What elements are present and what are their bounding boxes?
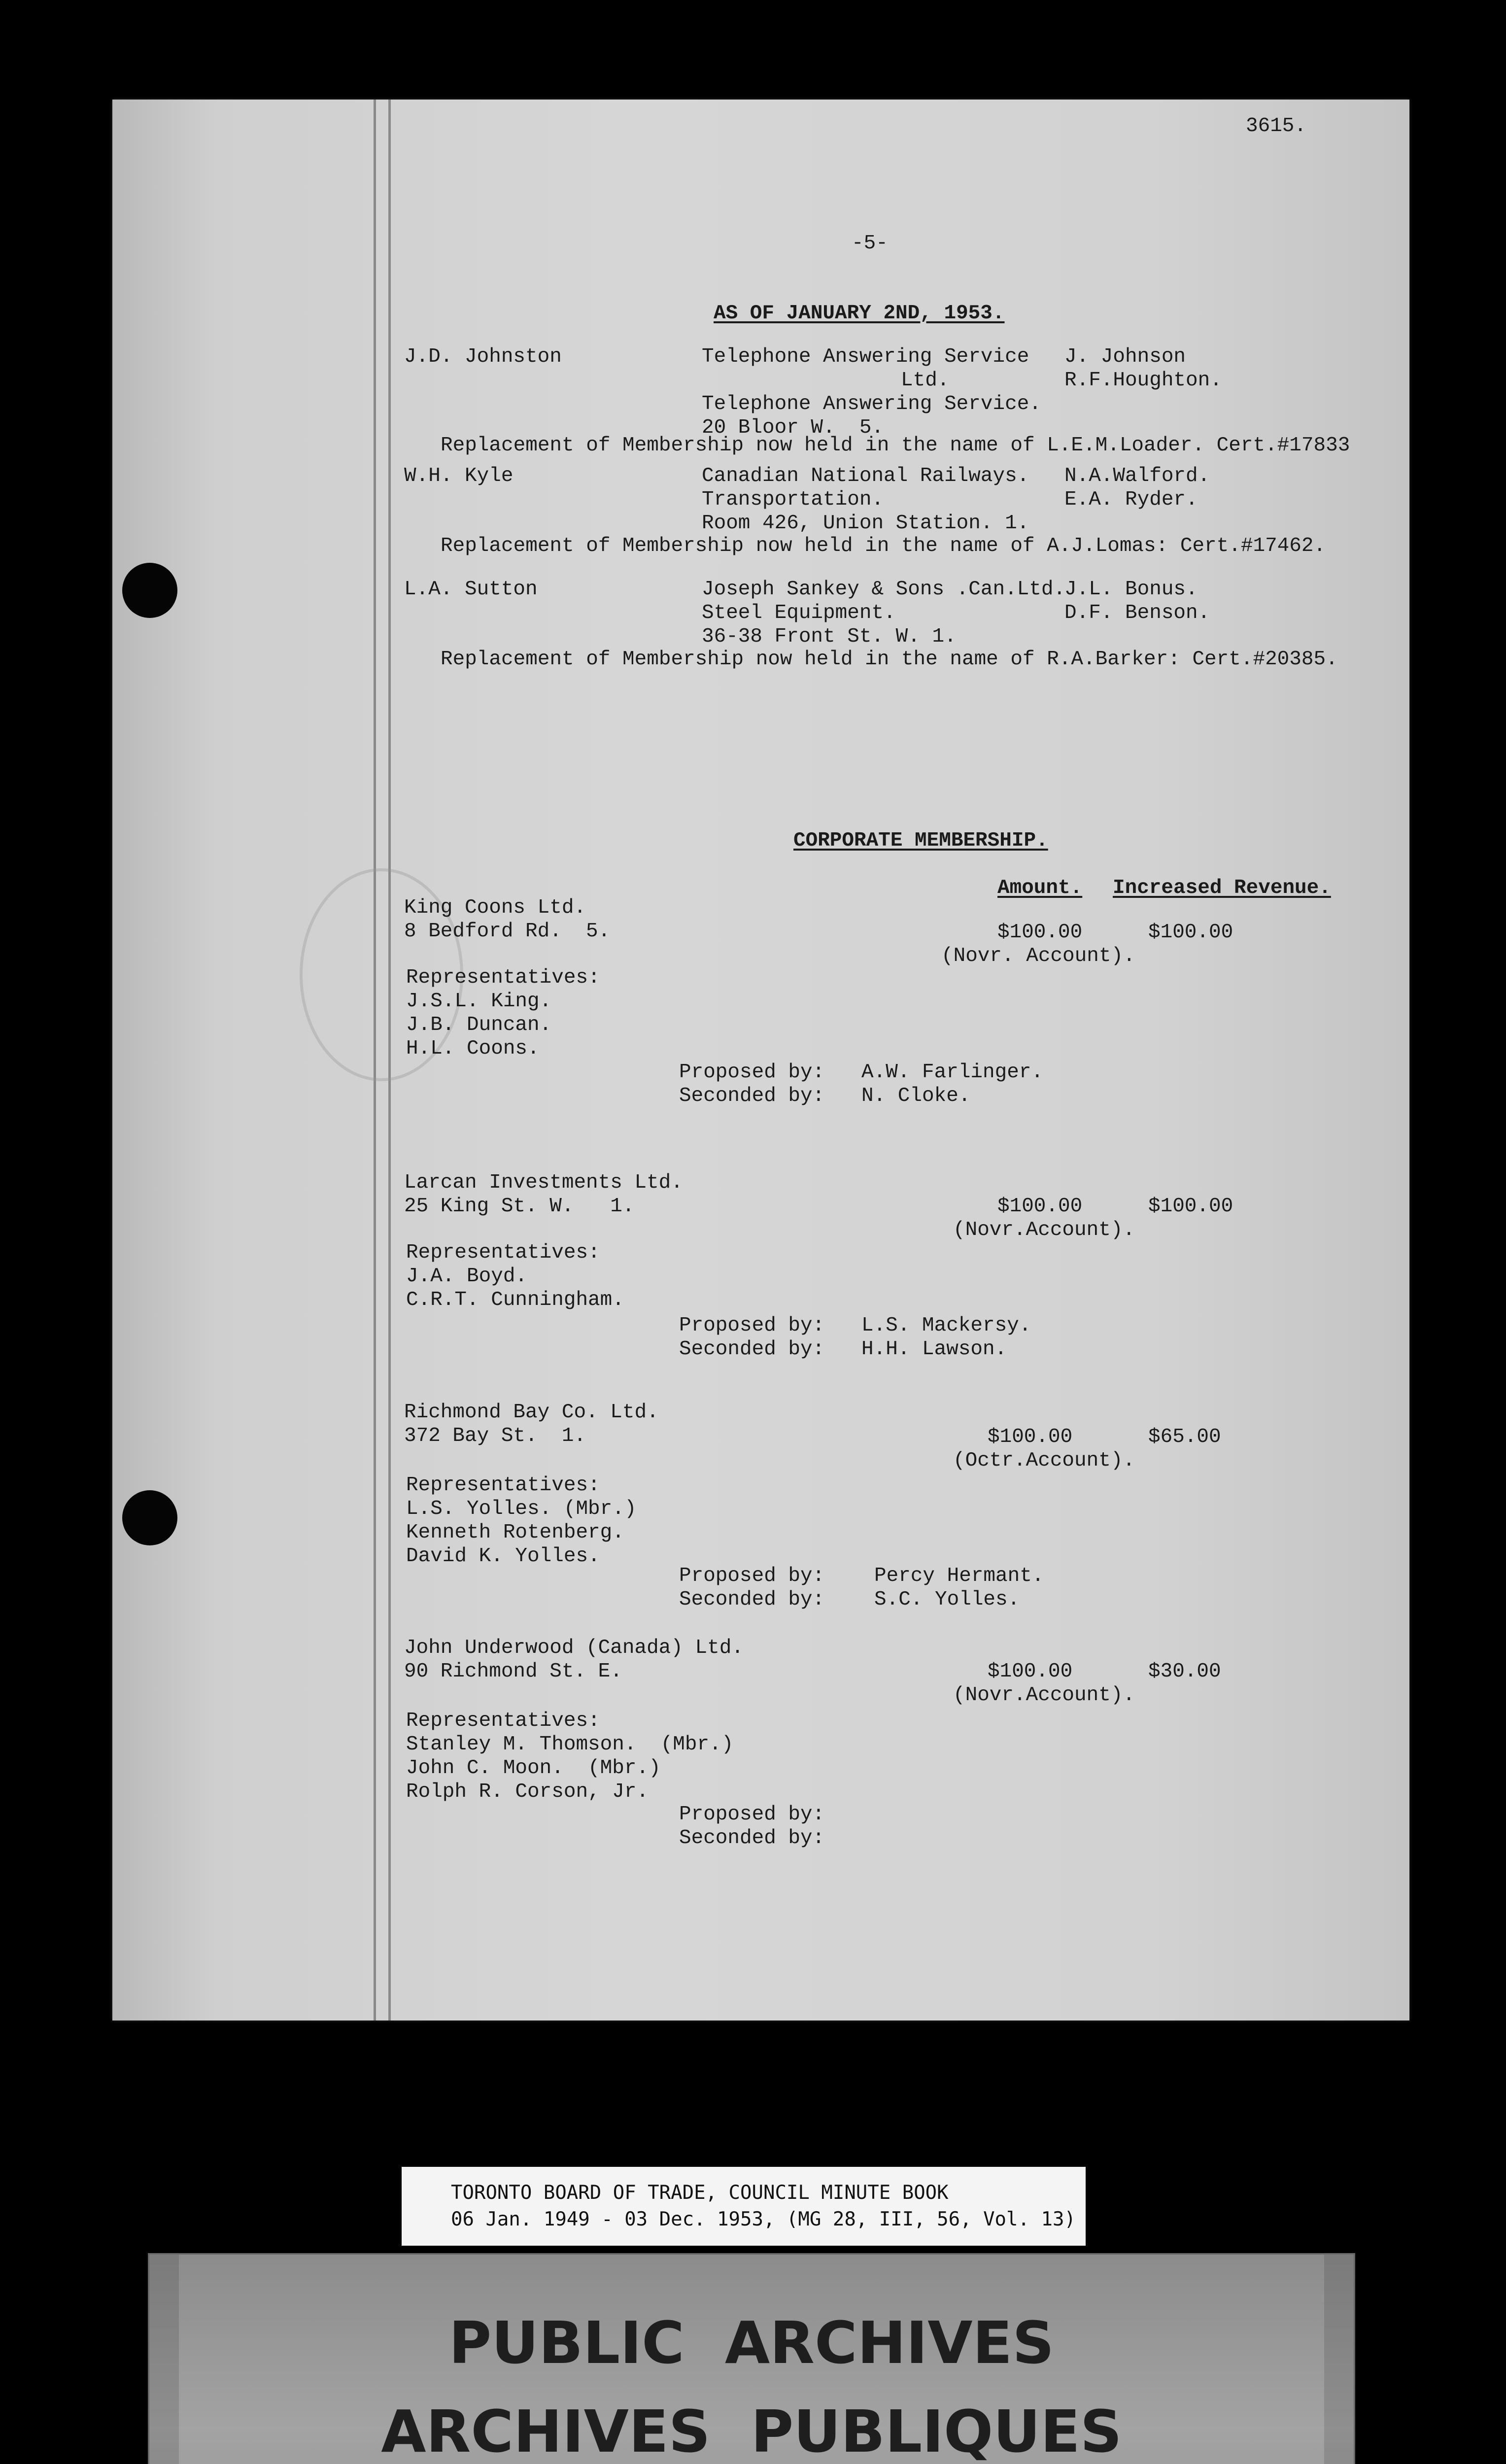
sponsor: J.L. Bonus. (1064, 578, 1198, 601)
archive-label-strip (402, 2167, 1086, 2246)
representative: J.S.L. King. (406, 990, 552, 1013)
amount: $100.00 (988, 1426, 1073, 1448)
representative: David K. Yolles. (406, 1545, 600, 1568)
representative: J.A. Boyd. (406, 1265, 528, 1288)
column-header-amount: Amount. (997, 877, 1083, 899)
sponsor: D.F. Benson. (1064, 602, 1210, 624)
company-line: Telephone Answering Service (702, 345, 1029, 368)
revenue: $100.00 (1148, 921, 1233, 944)
section-title: CORPORATE MEMBERSHIP. (793, 829, 1048, 852)
sponsor: R.F.Houghton. (1064, 369, 1222, 392)
amount: $100.00 (997, 921, 1083, 944)
company-line: Joseph Sankey & Sons .Can.Ltd. (702, 578, 1066, 601)
revenue: $30.00 (1148, 1660, 1221, 1683)
sponsor: N.A.Walford. (1064, 465, 1210, 487)
representatives-label: Representatives: (406, 1710, 600, 1732)
account: (Novr.Account). (953, 1684, 1135, 1707)
representatives-label: Representatives: (406, 1474, 600, 1497)
replacement-note: Replacement of Membership now held in the name of R.A.Barker: Cert.#20385. (441, 648, 1338, 671)
seconded-label: Seconded by: (679, 1588, 825, 1611)
company-line: Canadian National Railways. (702, 465, 1029, 487)
account: (Novr. Account). (941, 945, 1135, 967)
company-name: King Coons Ltd. (404, 896, 586, 919)
seconded-label: Seconded by: (679, 1338, 825, 1361)
representative: Stanley M. Thomson. (Mbr.) (406, 1733, 734, 1756)
representative: John C. Moon. (Mbr.) (406, 1757, 661, 1780)
revenue: $65.00 (1148, 1426, 1221, 1448)
representative: Rolph R. Corson, Jr. (406, 1780, 649, 1803)
label-line: TORONTO BOARD OF TRADE, COUNCIL MINUTE BOOK (451, 2182, 949, 2204)
company-line: Steel Equipment. (702, 602, 896, 624)
company-name: Larcan Investments Ltd. (404, 1171, 683, 1194)
proposer: A.W. Farlinger. (861, 1061, 1044, 1084)
account: (Octr.Account). (953, 1449, 1135, 1472)
label-line: 06 Jan. 1949 - 03 Dec. 1953, (MG 28, III, 56, Vol. 13) (451, 2208, 1076, 2230)
member-name: L.A. Sutton (404, 578, 538, 601)
representative: L.S. Yolles. (Mbr.) (406, 1498, 637, 1520)
representative: Kenneth Rotenberg. (406, 1521, 624, 1544)
seconder: H.H. Lawson. (861, 1338, 1007, 1361)
seconder: N. Cloke. (861, 1085, 971, 1107)
page-number: -5- (852, 232, 888, 255)
seconder: S.C. Yolles. (874, 1588, 1020, 1611)
archives-title-en: PUBLIC ARCHIVES (448, 2309, 1055, 2377)
amount: $100.00 (997, 1195, 1083, 1218)
archives-title-fr: ARCHIVES PUBLIQUES (381, 2397, 1122, 2464)
company-address: 90 Richmond St. E. (404, 1660, 622, 1683)
company-name: Richmond Bay Co. Ltd. (404, 1401, 659, 1424)
revenue: $100.00 (1148, 1195, 1233, 1218)
company-line: Telephone Answering Service. (702, 393, 1041, 415)
representatives-label: Representatives: (406, 1241, 600, 1264)
public-archives-card (148, 2253, 1355, 2464)
folio-number: 3615. (1246, 115, 1307, 137)
company-line: Ltd. (901, 369, 950, 392)
proposed-label: Proposed by: (679, 1061, 825, 1084)
representative: J.B. Duncan. (406, 1014, 552, 1036)
seconded-label: Seconded by: (679, 1085, 825, 1107)
company-name: John Underwood (Canada) Ltd. (404, 1637, 744, 1659)
company-address: 8 Bedford Rd. 5. (404, 920, 611, 943)
member-name: J.D. Johnston (404, 345, 562, 368)
company-address: 25 King St. W. 1. (404, 1195, 635, 1218)
proposed-label: Proposed by: (679, 1314, 825, 1337)
proposer: Percy Hermant. (874, 1565, 1044, 1587)
document-page (112, 100, 1409, 2020)
proposer: L.S. Mackersy. (861, 1314, 1031, 1337)
company-line: 36-38 Front St. W. 1. (702, 625, 957, 648)
page-heading: AS OF JANUARY 2ND, 1953. (714, 302, 1005, 325)
proposed-label: Proposed by: (679, 1803, 825, 1826)
replacement-note: Replacement of Membership now held in the name of A.J.Lomas: Cert.#17462. (441, 535, 1326, 557)
company-address: 372 Bay St. 1. (404, 1425, 586, 1447)
company-line: 20 Bloor W. 5. (702, 416, 884, 439)
representatives-label: Representatives: (406, 966, 600, 989)
company-line: Room 426, Union Station. 1. (702, 512, 1029, 535)
amount: $100.00 (988, 1660, 1073, 1683)
replacement-note: Replacement of Membership now held in the name of L.E.M.Loader. Cert.#17833 (441, 434, 1350, 457)
sponsor: J. Johnson (1064, 345, 1186, 368)
seconded-label: Seconded by: (679, 1827, 825, 1849)
member-name: W.H. Kyle (404, 465, 513, 487)
sponsor: E.A. Ryder. (1064, 488, 1198, 511)
column-header-revenue: Increased Revenue. (1113, 877, 1331, 899)
binder-hole (122, 1490, 177, 1545)
company-line: Transportation. (702, 488, 884, 511)
representative: H.L. Coons. (406, 1037, 540, 1060)
binder-hole (122, 563, 177, 618)
account: (Novr.Account). (953, 1219, 1135, 1241)
representative: C.R.T. Cunningham. (406, 1289, 624, 1311)
proposed-label: Proposed by: (679, 1565, 825, 1587)
